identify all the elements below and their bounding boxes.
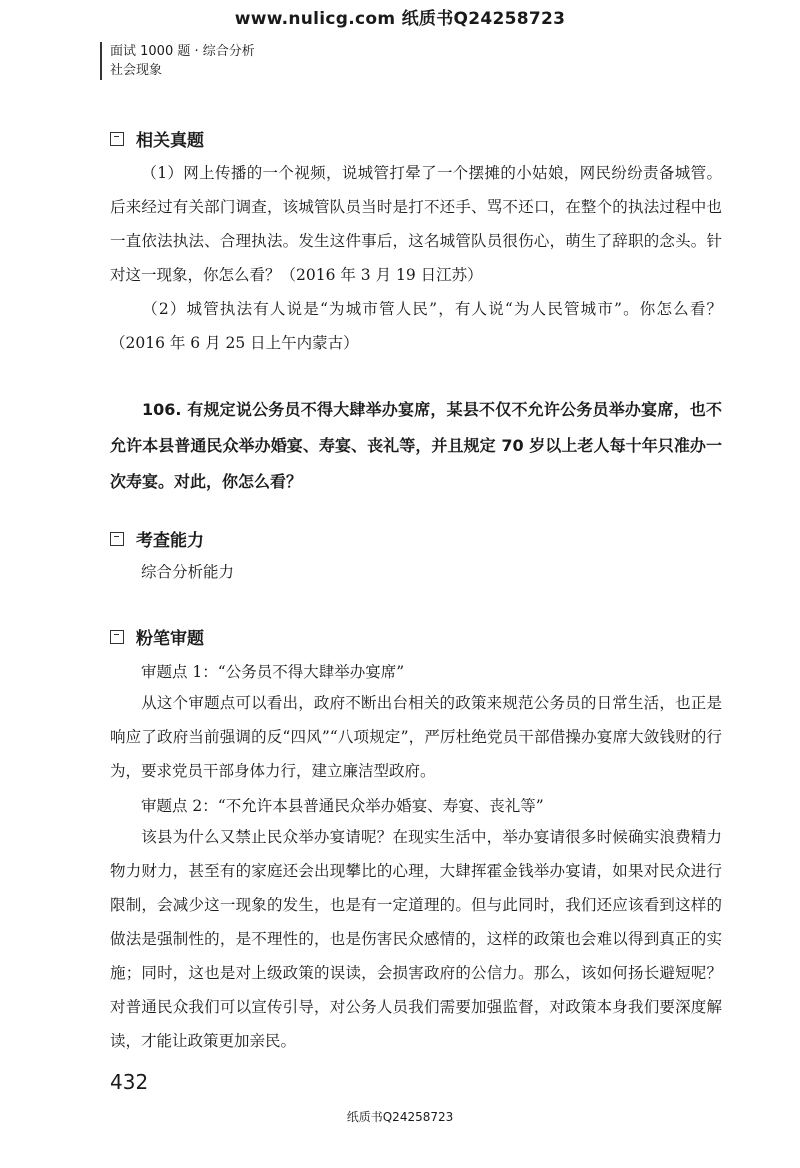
analysis-title: 粉笔审题 [136,629,204,649]
section-icon [110,532,124,546]
related-item-2: （2）城管执法有人说是“为城市管人民”，有人说“为人民管城市”。你怎么看？（2016 年 6 月 25 日上午内蒙古） [110,300,722,352]
section-icon [110,630,124,644]
point1-text: 从这个审题点可以看出，政府不断出台相关的政策来规范公务员的日常生活，也正是响应了政府当前强调的反“四风”“八项规定”，严厉杜绝党员干部借操办宴席大敛钱财的行为，要求党员干部身体力行，建立廉洁型政府。 [110,694,722,780]
section-icon [110,132,124,146]
point1-label: 审题点 1：“公务员不得大肆举办宴席” [141,663,405,681]
ability-heading [110,526,204,551]
ability-content: 综合分析能力 [141,563,235,581]
related-questions-heading [110,126,204,151]
ability-title: 考查能力 [136,531,204,551]
related-item-1: （1）网上传播的一个视频，说城管打晕了一个摆摊的小姑娘，网民纷纷责备城管。后来经过有关部门调查，该城管队员当时是打不还手、骂不还口，在整个的执法过程中也一直依法执法、合理执法。发生这件事后，这名城管队员很伤心，萌生了辞职的念头。针对这一现象，你怎么看？（2016 年 3 月 19 日江苏） [110,164,722,284]
section-name: 社会现象 [110,63,163,78]
question-text: 106. 有规定说公务员不得大肆举办宴席，某县不仅不允许公务员举办宴席，也不允许本县普通民众举办婚宴、寿宴、丧礼等，并且规定 70 岁以上老人每十年只准办一次寿宴。对此，你怎么看？ [110,400,722,491]
page-number: 432 [110,1070,149,1094]
watermark-top: www.nulicg.com 纸质书Q24258723 [234,9,566,29]
analysis-heading [110,624,204,649]
point2-label: 审题点 2：“不允许本县普通民众举办婚宴、寿宴、丧礼等” [141,797,544,815]
book-title: 面试 1000 题 · 综合分析 [110,44,255,59]
watermark-bottom: 纸质书Q24258723 [346,1110,454,1124]
running-header [100,42,255,80]
point2-text: 该县为什么又禁止民众举办宴请呢？在现实生活中，举办宴请很多时候确实浪费精力物力财力，甚至有的家庭还会出现攀比的心理，大肆挥霍金钱举办宴请，如果对民众进行限制，会减少这一现象的发生，也是有一定道理的。但与此同时，我们还应该看到这样的做法是强制性的，是不理性的，也是伤害民众感情的，这样的政策也会难以得到真正的实施；同时，这也是对上级政策的误读，会损害政府的公信力。那么，该如何扬长避短呢？对普通民众我们可以宣传引导，对公务人员我们需要加强监督，对政策本身我们要深度解读，才能让政策更加亲民。 [110,828,722,1050]
related-title: 相关真题 [136,131,204,151]
